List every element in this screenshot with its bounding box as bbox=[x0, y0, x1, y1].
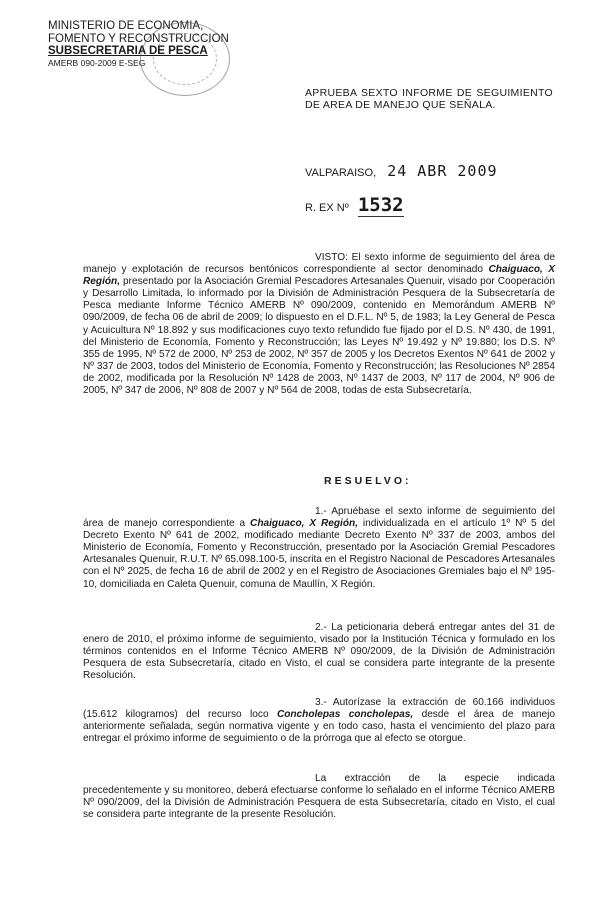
item-2-text: de enero de 2010, el próximo informe de seguimiento, visado por la Institución Técnica y formulado en los términos contenidos en el Informe Técnico AMERB Nº 090/2009, de la División de Administración Pesquera de esta Subsecretaría, citado en Visto, el cual se considera parte integrante de la presente Resolución. bbox=[83, 622, 555, 682]
rex-label: R. EX Nº bbox=[305, 202, 349, 214]
species-name: Concholepas concholepas, bbox=[276, 709, 414, 721]
item-1-text-continued: individualizada en el artículo 1º Nº 5 del Decreto Exento Nº 641 de 2002, modificado mediante Decreto Exento Nº 337 de 2003, ambos del Ministerio de Economía, Fomento y Reconstrucción, presentado por la Asociación Gremial Pescadores Artesanales Quenuir, R.U.T. Nº 65.098.100-5, inscrita en el Registro Nacional de Pescadores Artesanales con el Nº 2025, de fecha 16 de abril de 2002 y en el Registro de Asociaciones Gremiales bajo el Nº 195-10, domiciliada en Caleta Quenuir, comuna de Maullín, X Región. bbox=[83, 518, 555, 590]
item-4-lead: La extracción de la especie indicada bbox=[315, 773, 555, 784]
resolution-summary: APRUEBA SEXTO INFORME DE SEGUIMIENTO DE AREA DE MANEJO QUE SEÑALA. bbox=[305, 87, 553, 111]
resuelvo-heading: RESUELVO: bbox=[324, 475, 412, 487]
ministry-line: MINISTERIO DE ECONOMIA, bbox=[48, 20, 204, 32]
visto-text: El sexto informe de seguimiento del área de manejo y explotación de recursos bentónicos correspondiente al sector denominado bbox=[83, 252, 555, 276]
item-1-text: área de manejo correspondiente a bbox=[83, 518, 251, 530]
rex-number: 1532 bbox=[357, 194, 404, 216]
resolution-number-line bbox=[305, 194, 404, 216]
item-4-paragraph bbox=[83, 773, 555, 821]
item-2-lead: 2.- La peticionaria deberá entregar antes del 31 bbox=[315, 622, 540, 633]
sector-name: Chaiguaco, X Región, bbox=[83, 264, 555, 288]
amerb-code: AMERB 090-2009 E-SEG bbox=[48, 57, 146, 68]
item-1-sector: Chaiguaco, X Región, bbox=[250, 518, 358, 530]
item-3-text: (15.612 kilogramos) del recurso loco bbox=[83, 709, 277, 721]
place-date-line bbox=[305, 162, 498, 180]
visto-paragraph bbox=[83, 252, 555, 397]
subsecretaria-line: SUBSECRETARIA DE PESCA bbox=[48, 45, 208, 57]
city: VALPARAISO, bbox=[305, 167, 377, 179]
item-3-lead: 3.- Autorízase la extracción de 60.166 individuos bbox=[315, 697, 555, 708]
visto-lead: VISTO: bbox=[315, 252, 348, 263]
item-4-text: precedentemente y su monitoreo, deberá efectuarse conforme lo señalado en el informe Técnico AMERB Nº 090/2009, del la División de Administración Pesquera de esta Subsecretaría, citado en Visto, el cual se considera parte integrante de la presente Resolución. bbox=[83, 785, 555, 821]
item-3-paragraph bbox=[83, 697, 555, 745]
item-3-text-continued: desde el área de manejo anteriormente señalada, según normativa vigente y en todo caso, hasta el vencimiento del plazo para entregar el próximo informe de seguimiento o de la prórroga que al efecto se otorgue. bbox=[83, 709, 555, 745]
item-2-paragraph bbox=[83, 622, 555, 682]
item-1-lead: 1.- Apruébase el sexto informe de seguimiento del bbox=[315, 506, 555, 517]
ministry-line-2: FOMENTO Y RECONSTRUCCION bbox=[48, 32, 229, 45]
date-stamp: 24 ABR 2009 bbox=[387, 162, 498, 180]
seal-inner-ring bbox=[153, 33, 217, 85]
official-seal-stamp bbox=[140, 22, 230, 96]
item-1-paragraph bbox=[83, 506, 555, 591]
visto-text-continued: presentado por la Asociación Gremial Pescadores Artesanales Quenuir, visado por Cooperación y Desarrollo Limitada, lo informado por la División de Administración Pesquera de la Subsecretaría de Pesca mediante Informe Técnico AMERB Nº 090/2009, contenido en Memorándum AMERB Nº 090/2009, de fecha 06 de abril de 2009; lo dispuesto en el D.F.L. Nº 5, de 1983; la Ley General de Pesca y Acuicultura Nº 18.892 y sus modificaciones cuyo texto refundido fue fijado por el D.S. Nº 430, de 1991, del Ministerio de Economía, Fomento y Reconstrucción; las Leyes Nº 19.492 y Nº 19.880; los D.S. Nº 355 de 1995, Nº 572 de 2000, Nº 253 de 2002, Nº 357 de 2005 y los Decretos Exentos Nº 641 de 2002 y Nº 337 de 2003, todos del Ministerio de Economía, Fomento y Reconstrucción; las Resoluciones Nº 2854 de 2002, modificada por la Resolución Nº 1428 de 2003, Nº 1437 de 2003, Nº 117 de 2004, Nº 906 de 2005, Nº 347 de 2006, Nº 808 de 2007 y Nº 564 de 2008, todas de esta Subsecretaría. bbox=[83, 276, 555, 397]
